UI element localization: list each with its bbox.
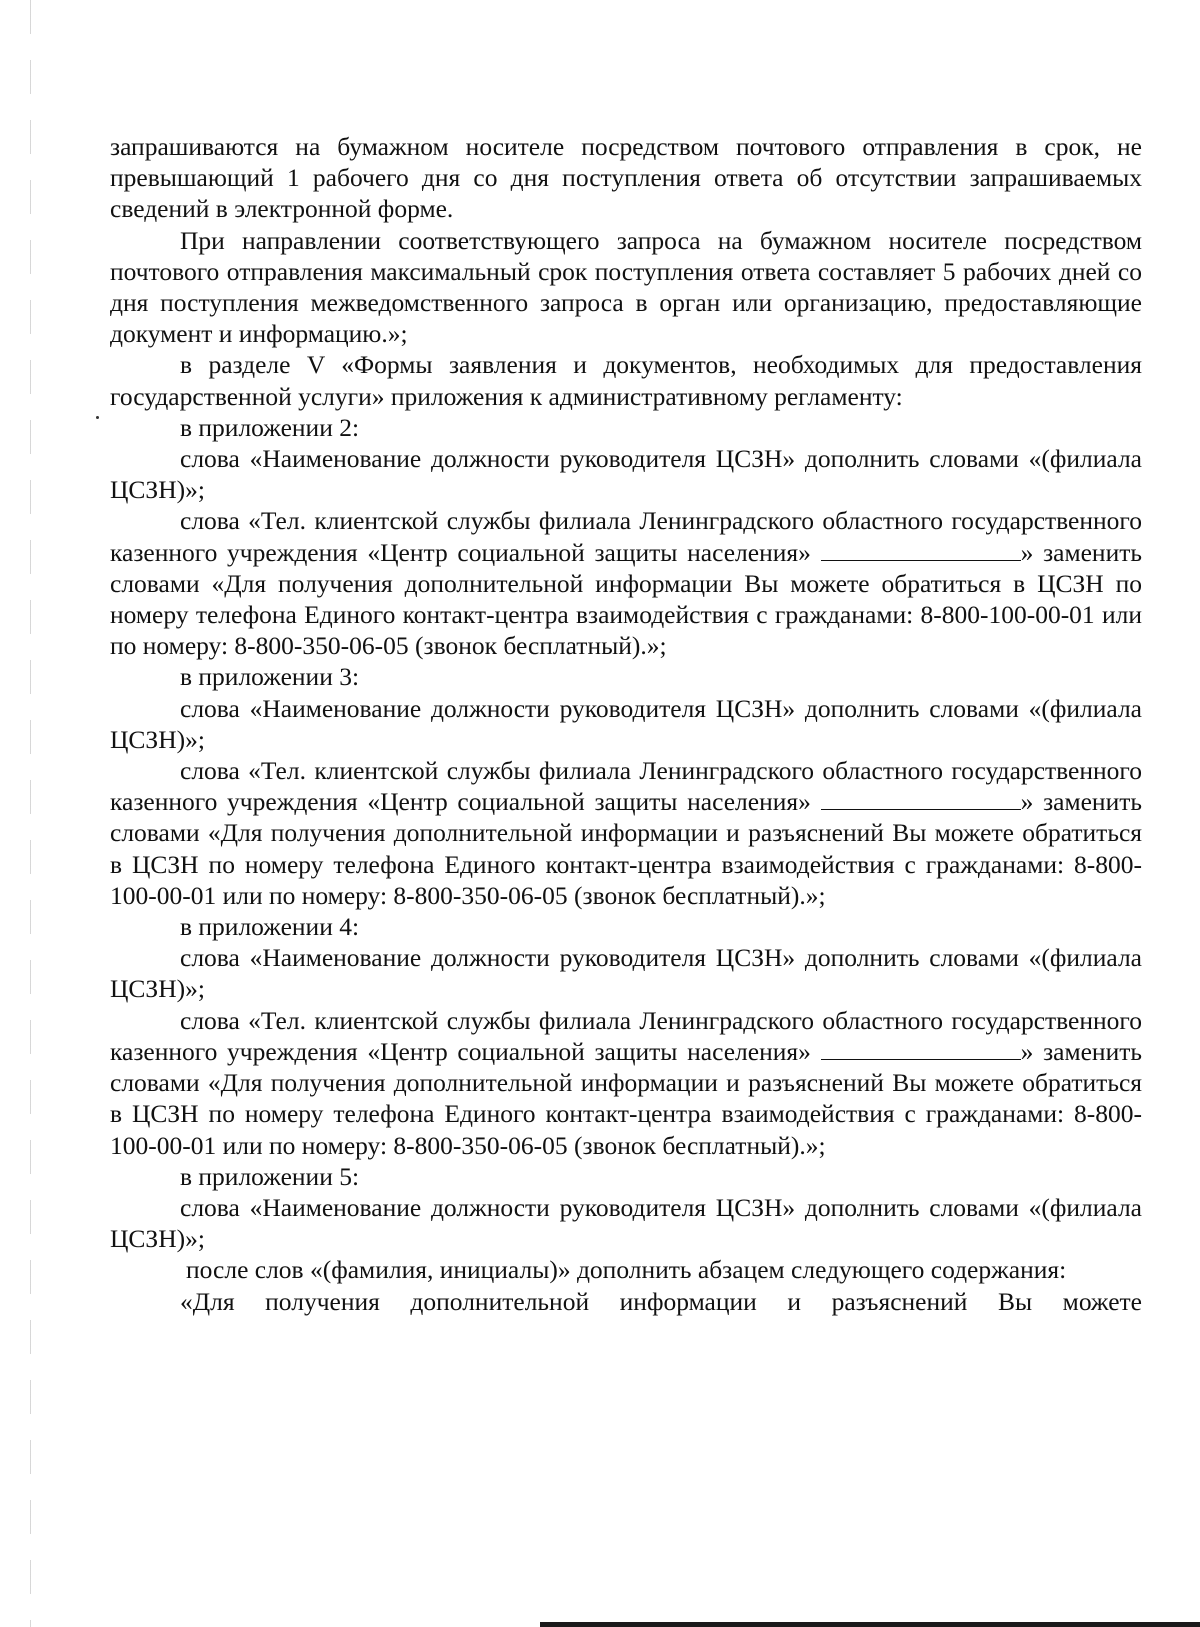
paragraph-appendix-4-title-change: слова «Наименование должности руководителя ЦСЗН» дополнить словами «(филиала ЦСЗН)»; bbox=[110, 943, 1142, 1004]
phone-change-before: слова «Тел. клиентской службы филиала Ленинградского областного государственного казенного учреждения «Центр социальной защиты населения» bbox=[110, 756, 1142, 817]
blank-line bbox=[821, 1037, 1021, 1060]
scan-speck-artifact bbox=[96, 416, 99, 419]
paragraph-appendix-4-phone-change bbox=[110, 1005, 1142, 1161]
paragraph-appendix-3-phone-change bbox=[110, 755, 1142, 911]
paragraph-appendix-5-heading: в приложении 5: bbox=[180, 1161, 360, 1191]
paragraph-postal-request: При направлении соответствующего запроса на бумажном носителе посредством почтового отправления максимальный срок поступления ответа составляет 5 рабочих дней со дня поступления межведомственного запроса в орган или организацию, предоставляющие документ и информацию.»; bbox=[110, 225, 1142, 349]
paragraph-appendix-2-phone-change bbox=[110, 505, 1142, 661]
paragraph-appendix-4-heading: в приложении 4: bbox=[180, 912, 360, 942]
paragraph-appendix-2-heading: в приложении 2: bbox=[180, 412, 360, 442]
blank-line bbox=[821, 538, 1021, 561]
document-body bbox=[110, 131, 1142, 1317]
phone-change-after: » заменить словами «Для получения дополнительной информации и разъяснений Вы можете обратиться в ЦСЗН по номеру телефона Единого контакт-центра взаимодействия с гражданами: 8-800-100-00-01 или по номеру: 8-800-350-06-05 (звонок бесплатный).»; bbox=[110, 787, 1143, 910]
scan-bottom-edge-artifact bbox=[540, 1622, 1200, 1627]
paragraph-continuation: запрашиваются на бумажном носителе посредством почтового отправления в срок, не превышающий 1 рабочего дня со дня поступления ответа об отсутствии запрашиваемых сведений в электронной форме. bbox=[110, 132, 1142, 224]
phone-change-after: » заменить словами «Для получения дополнительной информации и разъяснений Вы можете обратиться в ЦСЗН по номеру телефона Единого контакт-центра взаимодействия с гражданами: 8-800-100-00-01 или по номеру: 8-800-350-06-05 (звонок бесплатный).»; bbox=[110, 1036, 1143, 1160]
phone-change-before: слова «Тел. клиентской службы филиала Ленинградского областного государственного казенного учреждения «Центр социальной защиты населения» bbox=[110, 1005, 1142, 1066]
scan-edge-artifact bbox=[30, 0, 31, 1627]
paragraph-appendix-3-heading: в приложении 3: bbox=[180, 662, 360, 692]
paragraph-inserted-text-start: «Для получения дополнительной информации и разъяснений Вы можете bbox=[180, 1286, 1142, 1316]
blank-line bbox=[821, 787, 1021, 810]
paragraph-appendix-5-add-paragraph: после слов «(фамилия, инициалы)» дополнить абзацем следующего содержания: bbox=[186, 1255, 1067, 1285]
paragraph-appendix-5-title-change: слова «Наименование должности руководителя ЦСЗН» дополнить словами «(филиала ЦСЗН)»; bbox=[110, 1192, 1142, 1254]
phone-change-before: слова «Тел. клиентской службы филиала Ленинградского областного государственного казенного учреждения «Центр социальной защиты населения» bbox=[110, 506, 1142, 567]
paragraph-appendix-3-title-change: слова «Наименование должности руководителя ЦСЗН» дополнить словами «(филиала ЦСЗН)»; bbox=[110, 693, 1142, 754]
paragraph-section-v: в разделе V «Формы заявления и документов, необходимых для предоставления государственной услуги» приложения к административному регламенту: bbox=[110, 350, 1142, 411]
paragraph-appendix-2-title-change: слова «Наименование должности руководителя ЦСЗН» дополнить словами «(филиала ЦСЗН)»; bbox=[110, 444, 1142, 505]
phone-change-after: » заменить словами «Для получения дополнительной информации Вы можете обратиться в ЦСЗН по номеру телефона Единого контакт-центра взаимодействия с гражданами: 8-800-100-00-01 или по номеру: 8-800-350-06-05 (звонок бесплатный).»; bbox=[110, 537, 1143, 661]
